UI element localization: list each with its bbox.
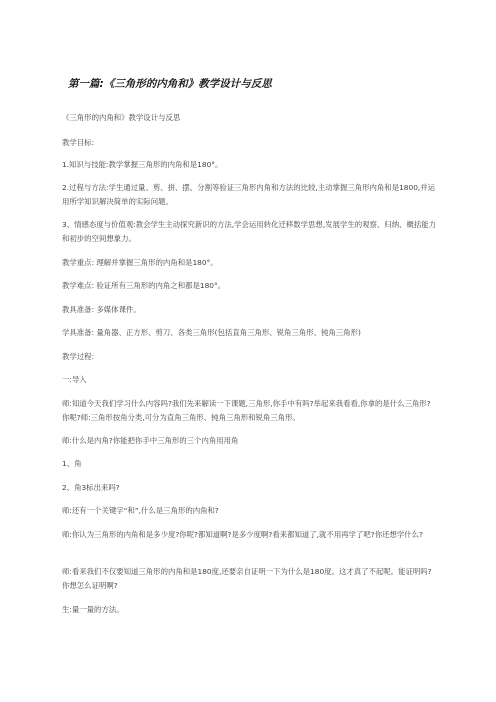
dialogue-paragraph-5: 师:看来我们不仅要知道三角形的内角和是180度,还要亲自证明一下为什么是180度。这才真了不起呢。能证明吗?你想怎么证明啊? [62, 567, 432, 590]
student-answer: 生:量一量的方法。 [62, 605, 124, 614]
dialogue-paragraph-1: 师:知道今天我们学习什么内容吗?我们先来解读一下课题,三角形,你手中有吗?举起来我看看,你拿的是什么三角形?你呢?师:三角形按角分类,可分为直角三角形、钝角三角形和锐角三角形。 [62, 399, 431, 422]
angle-item-2: 2、角3标出来吗? [62, 483, 120, 492]
objectives-heading: 教学目标: [62, 138, 95, 147]
subtitle-paragraph: 《三角形的内角和》教学设计与反思 [62, 113, 181, 122]
objective-process: 2.过程与方法:学生通过量、剪、拼、摆、分割等验证三角形内角和方法的比较,主动掌握三角形内角和是1800,并运用所学知识解决简单的实际问题。 [62, 183, 436, 206]
process-heading: 教学过程: [62, 352, 95, 361]
student-materials: 学具准备: 量角器、正方形、剪刀、各类三角形(包括直角三角形、锐角三角形、钝角三角形) [62, 328, 361, 337]
objective-knowledge: 1.知识与技能:教学掌握三角形的内角和是180°。 [62, 160, 223, 169]
teaching-focus: 教学重点: 理解并掌握三角形的内角和是180°。 [62, 258, 218, 267]
objective-attitude: 3、情感态度与价值观:教会学生主动探究新识的方法,学会运用转化迁移数学思想,发展学生的观察、归纳、概括能力和初步的空间想象力。 [62, 220, 437, 243]
document-title: 第一篇:《三角形的内角和》教学设计与反思 [68, 78, 272, 90]
dialogue-paragraph-4: 师:你认为三角形的内角和是多少度?你呢?都知道啊?是多少度啊?看来都知道了,就不用再学了吧?你还想学什么? [62, 530, 423, 539]
section-intro: 一:导入 [62, 375, 87, 384]
teaching-aids: 教具准备: 多媒体课件。 [62, 305, 141, 314]
dialogue-paragraph-3: 师:还有一个关键字“和”,什么是三角形的内角和? [62, 506, 219, 515]
dialogue-paragraph-2: 师:什么是内角?你能把你手中三角形的三个内角用用角 [62, 436, 239, 445]
teaching-difficulty: 教学难点: 验证所有三角形的内角之和都是180°。 [62, 281, 226, 290]
angle-item-1: 1、角 [62, 459, 82, 468]
